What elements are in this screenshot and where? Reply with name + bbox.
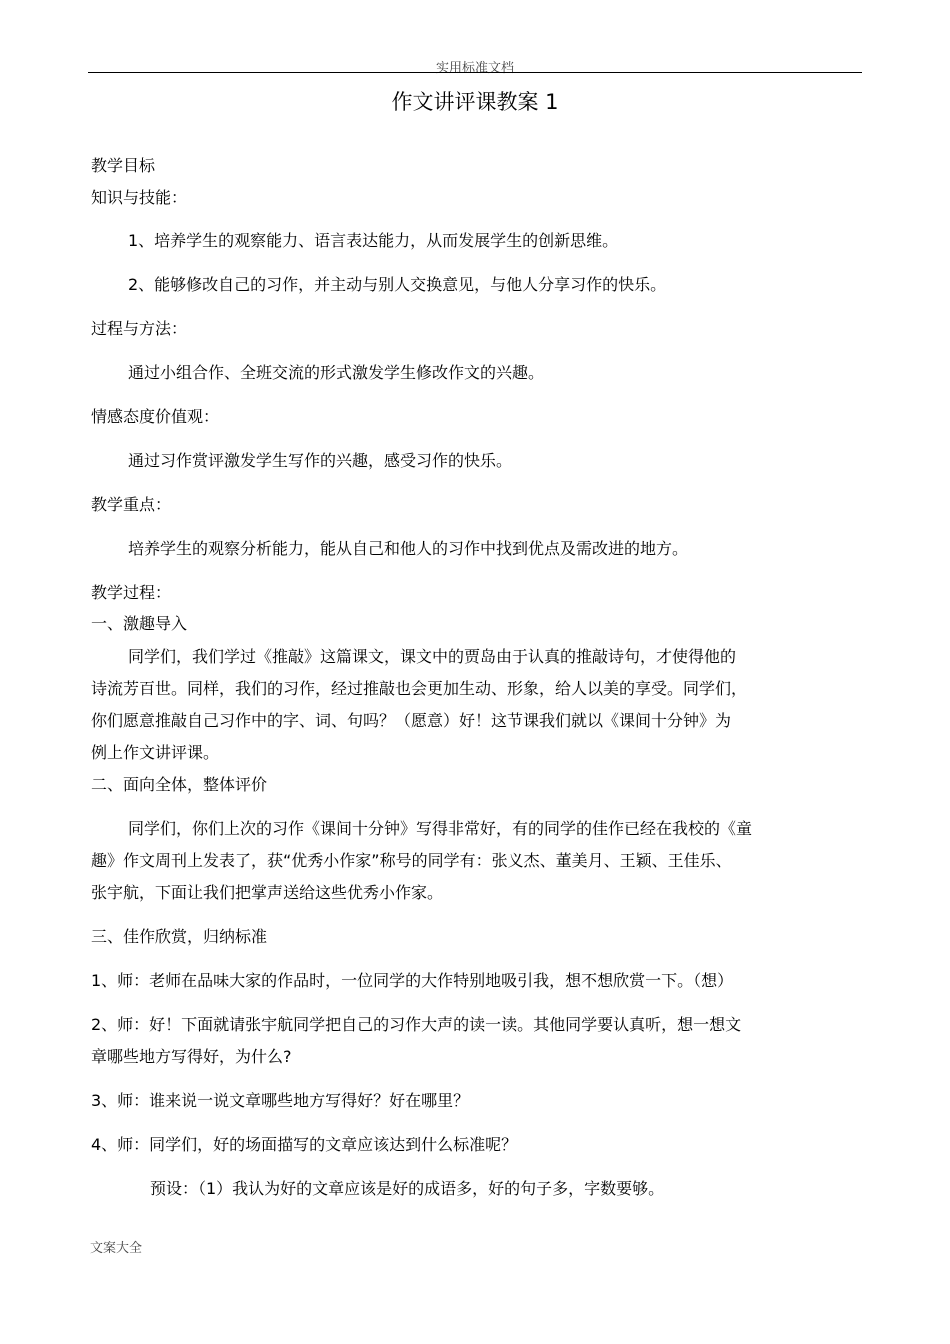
paragraph-line: 培养学生的观察分析能力，能从自己和他人的习作中找到优点及需改进的地方。 <box>128 539 689 558</box>
paragraph-line: 2、能够修改自己的习作，并主动与别人交换意见，与他人分享习作的快乐。 <box>128 275 667 294</box>
paragraph-line: 张宇航，下面让我们把掌声送给这些优秀小作家。 <box>91 883 444 902</box>
paragraph-line: 你们愿意推敲自己习作中的字、词、句吗？（愿意）好！这节课我们就以《课间十分钟》为 <box>91 711 732 730</box>
subsection-heading: 过程与方法： <box>91 319 188 338</box>
page-footer: 文案大全 <box>90 1241 143 1256</box>
section-heading: 教学重点： <box>91 495 172 514</box>
document-title: 作文讲评课教案 1 <box>391 90 559 114</box>
paragraph-line: 3、师：谁来说一说文章哪些地方写得好？好在哪里？ <box>91 1091 470 1110</box>
paragraph-line: 2、师：好！下面就请张宇航同学把自己的习作大声的读一读。其他同学要认真听，想一想文 <box>91 1015 742 1034</box>
section-heading: 教学过程： <box>91 583 172 602</box>
section-heading: 三、佳作欣赏，归纳标准 <box>91 927 268 946</box>
paragraph-line: 1、师：老师在品味大家的作品时，一位同学的大作特别地吸引我，想不想欣赏一下。（想） <box>91 971 734 990</box>
section-heading: 教学目标 <box>91 156 156 175</box>
paragraph-line: 同学们，我们学过《推敲》这篇课文，课文中的贾岛由于认真的推敲诗句，才使得他的 <box>128 647 737 666</box>
paragraph-line: 同学们，你们上次的习作《课间十分钟》写得非常好，有的同学的佳作已经在我校的《童 <box>128 819 753 838</box>
paragraph-line: 章哪些地方写得好，为什么? <box>91 1047 292 1066</box>
page-header: 实用标准文档 <box>435 61 514 76</box>
paragraph-line: 例上作文讲评课。 <box>91 743 220 762</box>
paragraph-line: 趣》作文周刊上发表了，获“优秀小作家”称号的同学有：张义杰、董美月、王颖、王佳乐、 <box>91 851 732 870</box>
section-heading: 二、面向全体，整体评价 <box>91 775 268 794</box>
paragraph-line: 通过小组合作、全班交流的形式激发学生修改作文的兴趣。 <box>128 363 545 382</box>
section-heading: 一、激趣导入 <box>91 614 188 633</box>
paragraph-line: 4、师：同学们，好的场面描写的文章应该达到什么标准呢？ <box>91 1135 518 1154</box>
paragraph-line: 预设：（1）我认为好的文章应该是好的成语多，好的句子多，字数要够。 <box>150 1179 665 1198</box>
subsection-heading: 知识与技能： <box>91 188 188 207</box>
paragraph-line: 通过习作赏评激发学生写作的兴趣，感受习作的快乐。 <box>128 451 513 470</box>
paragraph-line: 1、培养学生的观察能力、语言表达能力，从而发展学生的创新思维。 <box>128 231 619 250</box>
header-rule <box>88 72 862 73</box>
subsection-heading: 情感态度价值观： <box>91 407 220 426</box>
paragraph-line: 诗流芳百世。同样，我们的习作，经过推敲也会更加生动、形象，给人以美的享受。同学们， <box>91 679 748 698</box>
